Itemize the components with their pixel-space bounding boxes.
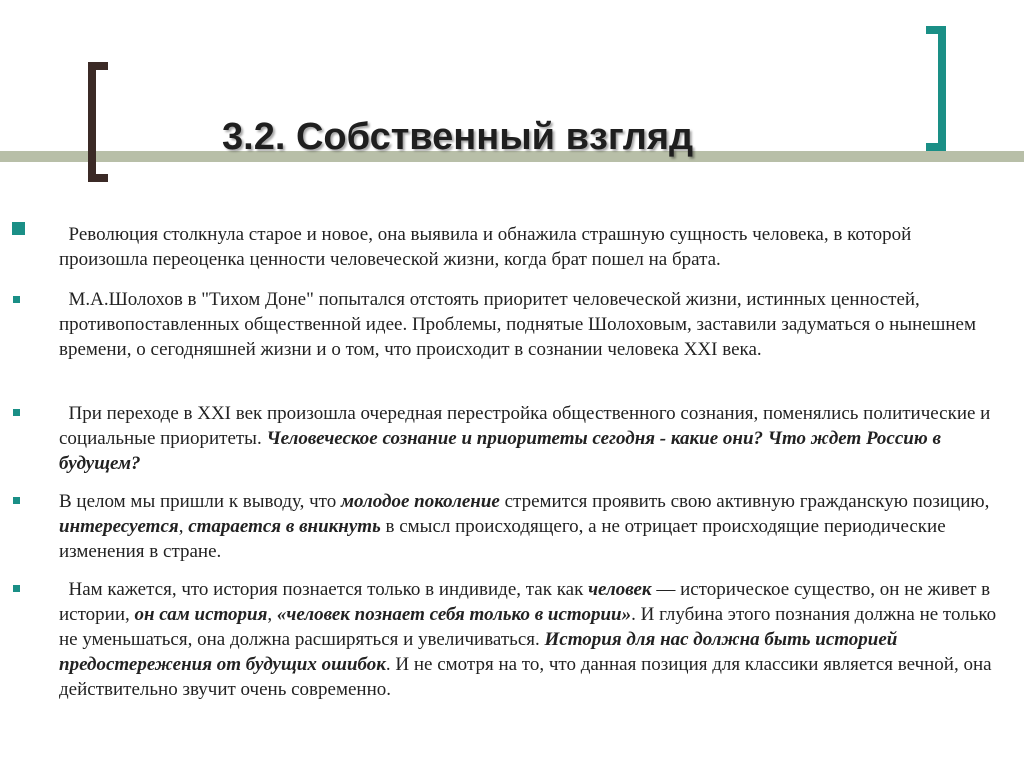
list-item-text: Революция столкнула старое и новое, она выявила и обнажила страшную сущность человека, в которой произошла переоценка ценности человеческой жизни, когда брат пошел на брата. — [59, 224, 917, 270]
emphasis-text: История для нас должна быть историей предостережения от будущих ошибок — [59, 629, 903, 675]
square-bullet-icon — [13, 409, 20, 416]
plain-text: , — [178, 516, 189, 537]
plain-text: В целом мы пришли к выводу, что — [59, 491, 341, 512]
emphasis-text: человек — [588, 579, 652, 600]
list-item — [59, 401, 999, 476]
emphasis-text: Человеческое сознание и приоритеты сегодня - какие они? Что ждет Россию в будущем? — [59, 428, 946, 474]
square-bullet-icon — [13, 296, 20, 303]
plain-text: — историческое существо, он не живет в истории, — [59, 579, 995, 625]
list-item — [59, 287, 999, 362]
plain-text: в смысл происходящего, а не отрицает происходящие периодические изменения в стране. — [59, 516, 946, 562]
emphasis-text: «человек познает себя только в истории» — [276, 604, 632, 625]
slide-title: 3.2. Собственный взгляд — [222, 116, 694, 158]
list-item-text — [59, 489, 999, 564]
list-item-text — [59, 401, 999, 476]
list-item-text: М.А.Шолохов в "Тихом Доне" попытался отстоять приоритет человеческой жизни, истинных ценностей, противопоставленных общественной идее. Проблемы, поднятые Шолоховым, заставили задуматься о нынешнем времени, о сегодняшней жизни и о том, что происходит в сознании человека XXI века. — [59, 289, 981, 360]
plain-text: . И глубина этого познания должна не только не уменьшаться, она должна расширяться и увеличиваться. — [59, 604, 1001, 650]
plain-text: , — [267, 604, 277, 625]
square-bullet-icon — [13, 497, 20, 504]
plain-text: При переходе в XXI век произошла очередная перестройка общественного сознания, поменялись политические и социальные приоритеты. — [59, 403, 996, 449]
emphasis-text: старается в вникнуть — [188, 516, 381, 537]
list-item — [59, 577, 999, 702]
list-item — [59, 222, 999, 272]
emphasis-text: молодое поколение — [340, 491, 500, 512]
list-item — [59, 489, 999, 564]
plain-text: . И не смотря на то, что данная позиция для классики является вечной, она действительно звучит очень современно. — [59, 654, 997, 700]
emphasis-text: он сам история — [134, 604, 268, 625]
square-bullet-icon — [12, 222, 25, 235]
plain-text: стремится проявить свою активную гражданскую позицию, — [499, 491, 990, 512]
square-bullet-icon — [13, 585, 20, 592]
plain-text: Нам кажется, что история познается только в индивиде, так как — [59, 579, 589, 600]
emphasis-text: интересуется — [59, 516, 179, 537]
list-item-text — [59, 577, 999, 702]
